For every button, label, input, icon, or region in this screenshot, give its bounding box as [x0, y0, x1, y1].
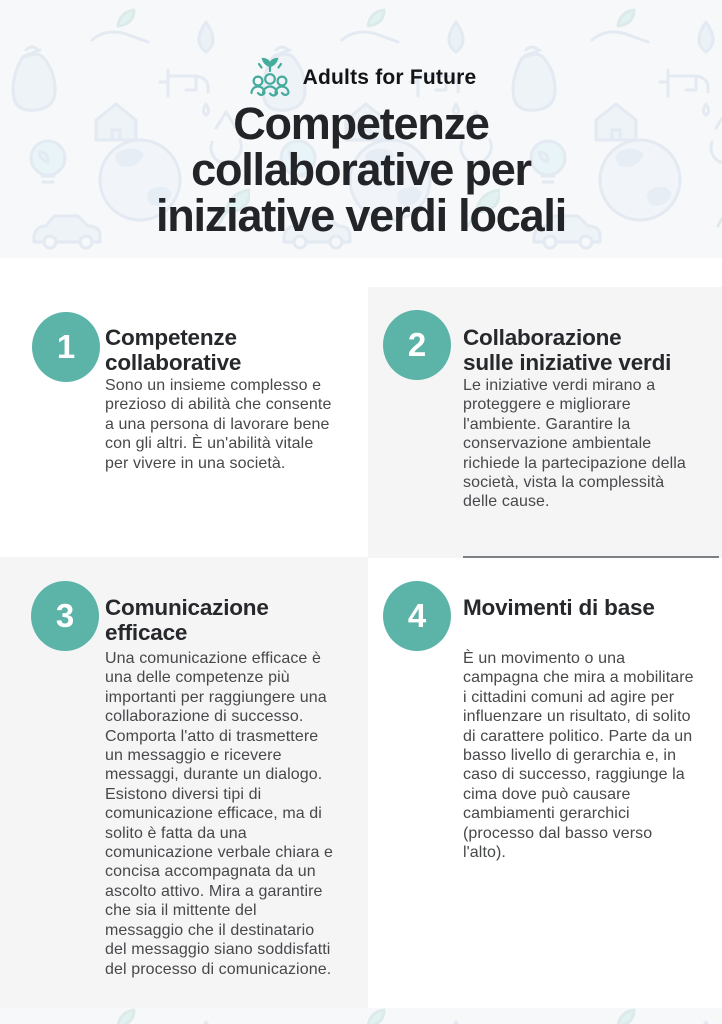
section-2-heading-line-2: sulle iniziative verdi — [463, 349, 672, 375]
page-title-line-3: iniziative verdi locali — [155, 190, 567, 241]
section-2-number-badge: 2 — [383, 310, 451, 380]
section-1-heading — [105, 326, 367, 375]
section-1-heading-line-2: collaborative — [105, 349, 242, 375]
section-3-heading — [105, 596, 367, 645]
brand-name: Adults for Future — [302, 66, 477, 89]
section-3-number-badge: 3 — [31, 581, 99, 651]
page-title — [0, 98, 722, 241]
section-3-heading-line-2: efficace — [105, 619, 188, 645]
section-1-number-badge: 1 — [32, 312, 100, 382]
section-2-body: Le iniziative verdi mirano a proteggere e migliorare l'ambiente. Garantire la conservazione ambientale richiede la partecipazione della società, vista la complessità delle cause. — [463, 377, 686, 511]
section-2-heading — [463, 326, 721, 375]
section-4-heading — [463, 596, 721, 621]
people-group-with-sprout-icon — [246, 54, 294, 102]
logo — [0, 54, 722, 102]
section-1-heading-line-1: Competenze — [105, 325, 237, 350]
page-title-line-1: Competenze — [233, 98, 489, 149]
section-1-body: Sono un insieme complesso e prezioso di abilità che consente a una persona di lavorare bene con gli altri. È un'abilità vitale per vivere in una società. — [105, 377, 332, 472]
section-3-body: Una comunicazione efficace è una delle competenze più importanti per raggiungere una collaborazione di successo. Comporta l'atto di trasmettere un messaggio e ricevere messaggi, durante un dialogo. Esistono diversi tipi di comunicazione efficace, ma di solito è fatta da una comunicazione verbale chiara e concisa accompagnata da un ascolto attivo. Mira a garantire che sia il mittente del messaggio che il destinatario del messaggio siano soddisfatti del processo di comunicazione. — [105, 650, 334, 978]
section-4-body: È un movimento o una campagna che mira a mobilitare i cittadini comuni ad agire per influenzare un risultato, di solito di carattere politico. Parte da un basso livello di gerarchia e, in caso di successo, raggiunge la cima dove può causare cambiamenti gerarchici (processo dal basso verso l'alto). — [463, 650, 694, 862]
section-2-heading-line-1: Collaborazione — [463, 325, 622, 350]
section-4-heading-line-1: Movimenti di base — [463, 595, 655, 620]
section-divider — [463, 556, 719, 558]
section-3-heading-line-1: Comunicazione — [105, 595, 269, 620]
section-4-number-badge: 4 — [383, 581, 451, 651]
page-title-line-2: collaborative per — [191, 144, 531, 195]
